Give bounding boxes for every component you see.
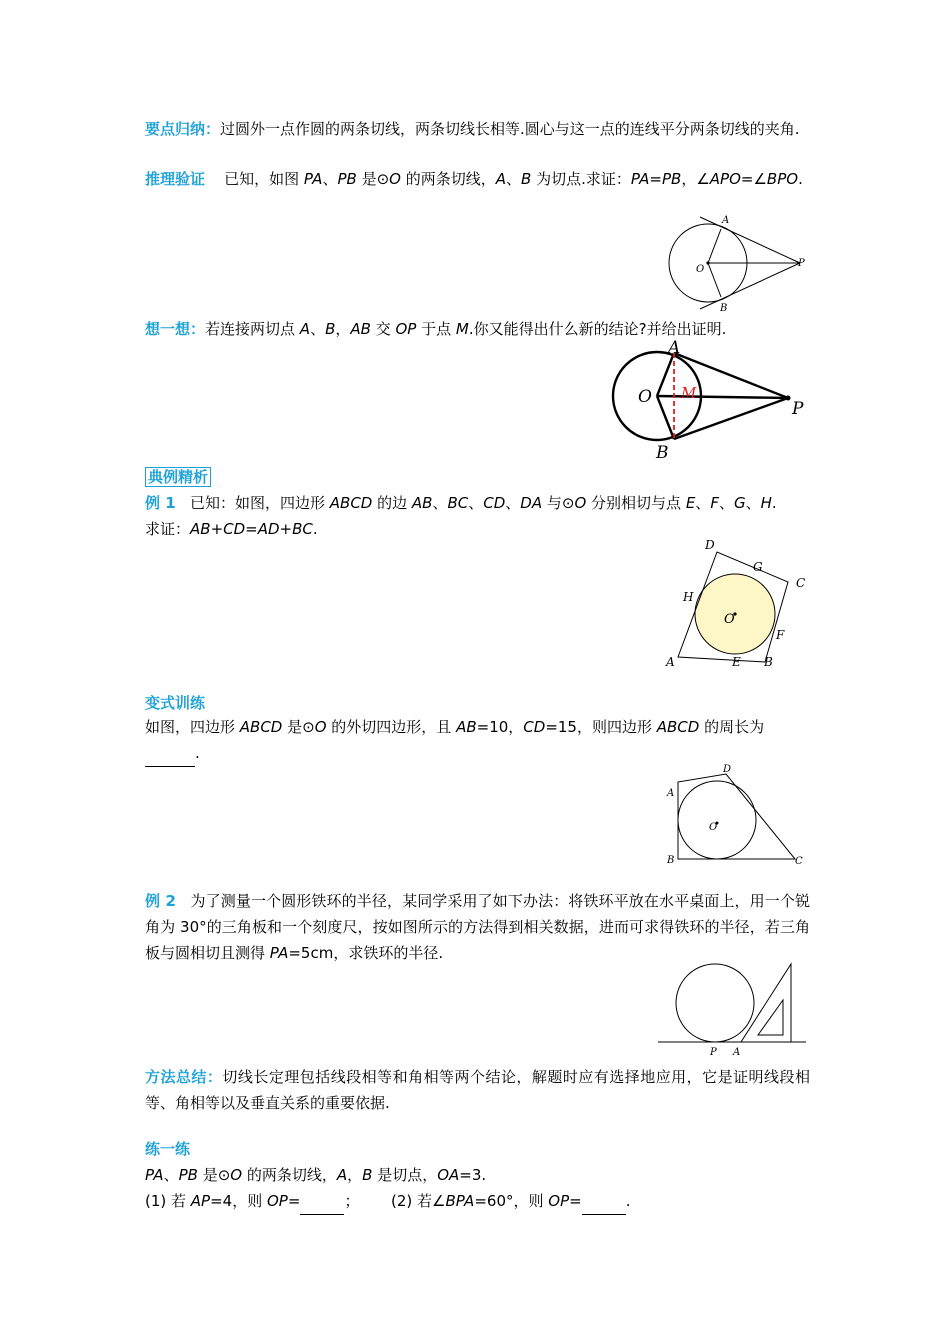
- tangent-figure-1: [660, 208, 810, 318]
- think-label: 想一想：: [145, 320, 206, 338]
- proof-label: 推理验证: [145, 170, 206, 188]
- fig3-label-g: G: [753, 560, 763, 574]
- fig3-label-h: H: [683, 590, 694, 604]
- fig3-label-a: A: [666, 655, 675, 669]
- key-points-label: 要点归纳：: [145, 120, 221, 138]
- iron-ring-figure: [652, 962, 810, 1062]
- fig4-label-o: O: [709, 822, 718, 833]
- variant-label: 变式训练: [145, 694, 206, 712]
- fig2-label-b: B: [656, 443, 669, 463]
- fig1-label-p: P: [798, 258, 805, 269]
- practice-blank-1[interactable]: [300, 1188, 344, 1215]
- example1-label: 例 1: [145, 494, 176, 512]
- fig4-label-a: A: [667, 788, 675, 799]
- tangent-figure-2: [610, 336, 810, 464]
- fig3-label-e: E: [732, 655, 741, 669]
- fig1-label-o: O: [696, 264, 705, 275]
- fig1-label-b: B: [720, 303, 728, 314]
- practice-blank-2[interactable]: [582, 1188, 626, 1215]
- quadrilateral-figure-1: [660, 535, 810, 670]
- method-paragraph: 方法总结：切线长定理包括线段相等和角相等两个结论，解题时应有选择地应用，它是证明线段相等、角相等以及垂直关系的重要依据.: [145, 1068, 810, 1112]
- practice-question-1: (1) 若 AP=4，则 OP= ；: [145, 1188, 391, 1215]
- key-points-text: 过圆外一点作圆的两条切线，两条切线长相等.圆心与这一点的连线平分两条切线的夹角.: [220, 120, 800, 138]
- fig3-label-o: O: [724, 612, 735, 627]
- typical-heading: [145, 464, 810, 490]
- fig4-label-d: D: [723, 764, 732, 775]
- practice-paragraph: PA、PB 是⊙O 的两条切线，A，B 是切点，OA=3.: [145, 1166, 487, 1184]
- practice-question-2: (2) 若∠BPA=60°，则 OP= .: [391, 1192, 630, 1210]
- fig2-label-o: O: [638, 387, 652, 407]
- key-points-paragraph: [145, 116, 810, 142]
- fig1-label-a: A: [722, 215, 730, 226]
- practice-heading: [145, 1136, 810, 1162]
- fig3-label-d: D: [705, 538, 715, 552]
- fig4-label-b: B: [667, 855, 675, 866]
- fig2-label-p: P: [792, 399, 804, 419]
- fig3-label-c: C: [796, 576, 806, 590]
- fig3-label-b: B: [764, 655, 773, 669]
- variant-paragraph: 如图，四边形 ABCD 是⊙O 的外切四边形，且 AB=10，CD=15，则四边形 ABCD 的周长为 .: [145, 714, 810, 767]
- proof-paragraph: 推理验证 已知，如图 PA、PB 是⊙O 的两条切线，A、B 为切点.求证：PA=PB，∠APO=∠BPO.: [145, 170, 803, 188]
- example2-label: 例 2: [145, 892, 176, 910]
- practice-label: 练一练: [145, 1140, 191, 1158]
- example2-paragraph: 例 2 为了测量一个圆形铁环的半径，某同学采用了如下办法：将铁环平放在水平桌面上，用一个锐角为 30°的三角板和一个刻度尺，按如图所示的方法得到相关数据，进而可求得铁环的半径，若三角板与圆相切且测得 PA=5cm，求铁环的半径.: [145, 892, 810, 962]
- method-label: 方法总结：: [145, 1068, 223, 1086]
- example1-paragraph: 例 1 已知：如图，四边形 ABCD 的边 AB、BC、CD、DA 与⊙O 分别相切与点 E、F、G、H. 求证：AB+CD=AD+BC.: [145, 494, 777, 538]
- think-paragraph: 想一想：若连接两切点 A、B，AB 交 OP 于点 M.你又能得出什么新的结论?并给出证明.: [145, 320, 727, 338]
- practice-questions: [145, 1188, 810, 1215]
- fig4-label-c: C: [795, 856, 803, 867]
- fig2-label-m: M: [681, 384, 697, 402]
- quadrilateral-figure-2: [662, 760, 810, 870]
- variant-heading: [145, 690, 810, 716]
- typical-label: 典例精析: [145, 467, 211, 487]
- variant-answer-blank[interactable]: [145, 740, 195, 767]
- fig5-label-a: A: [733, 1047, 741, 1058]
- fig3-label-f: F: [776, 628, 785, 642]
- fig2-label-a: A: [668, 338, 681, 358]
- fig5-label-p: P: [710, 1047, 717, 1058]
